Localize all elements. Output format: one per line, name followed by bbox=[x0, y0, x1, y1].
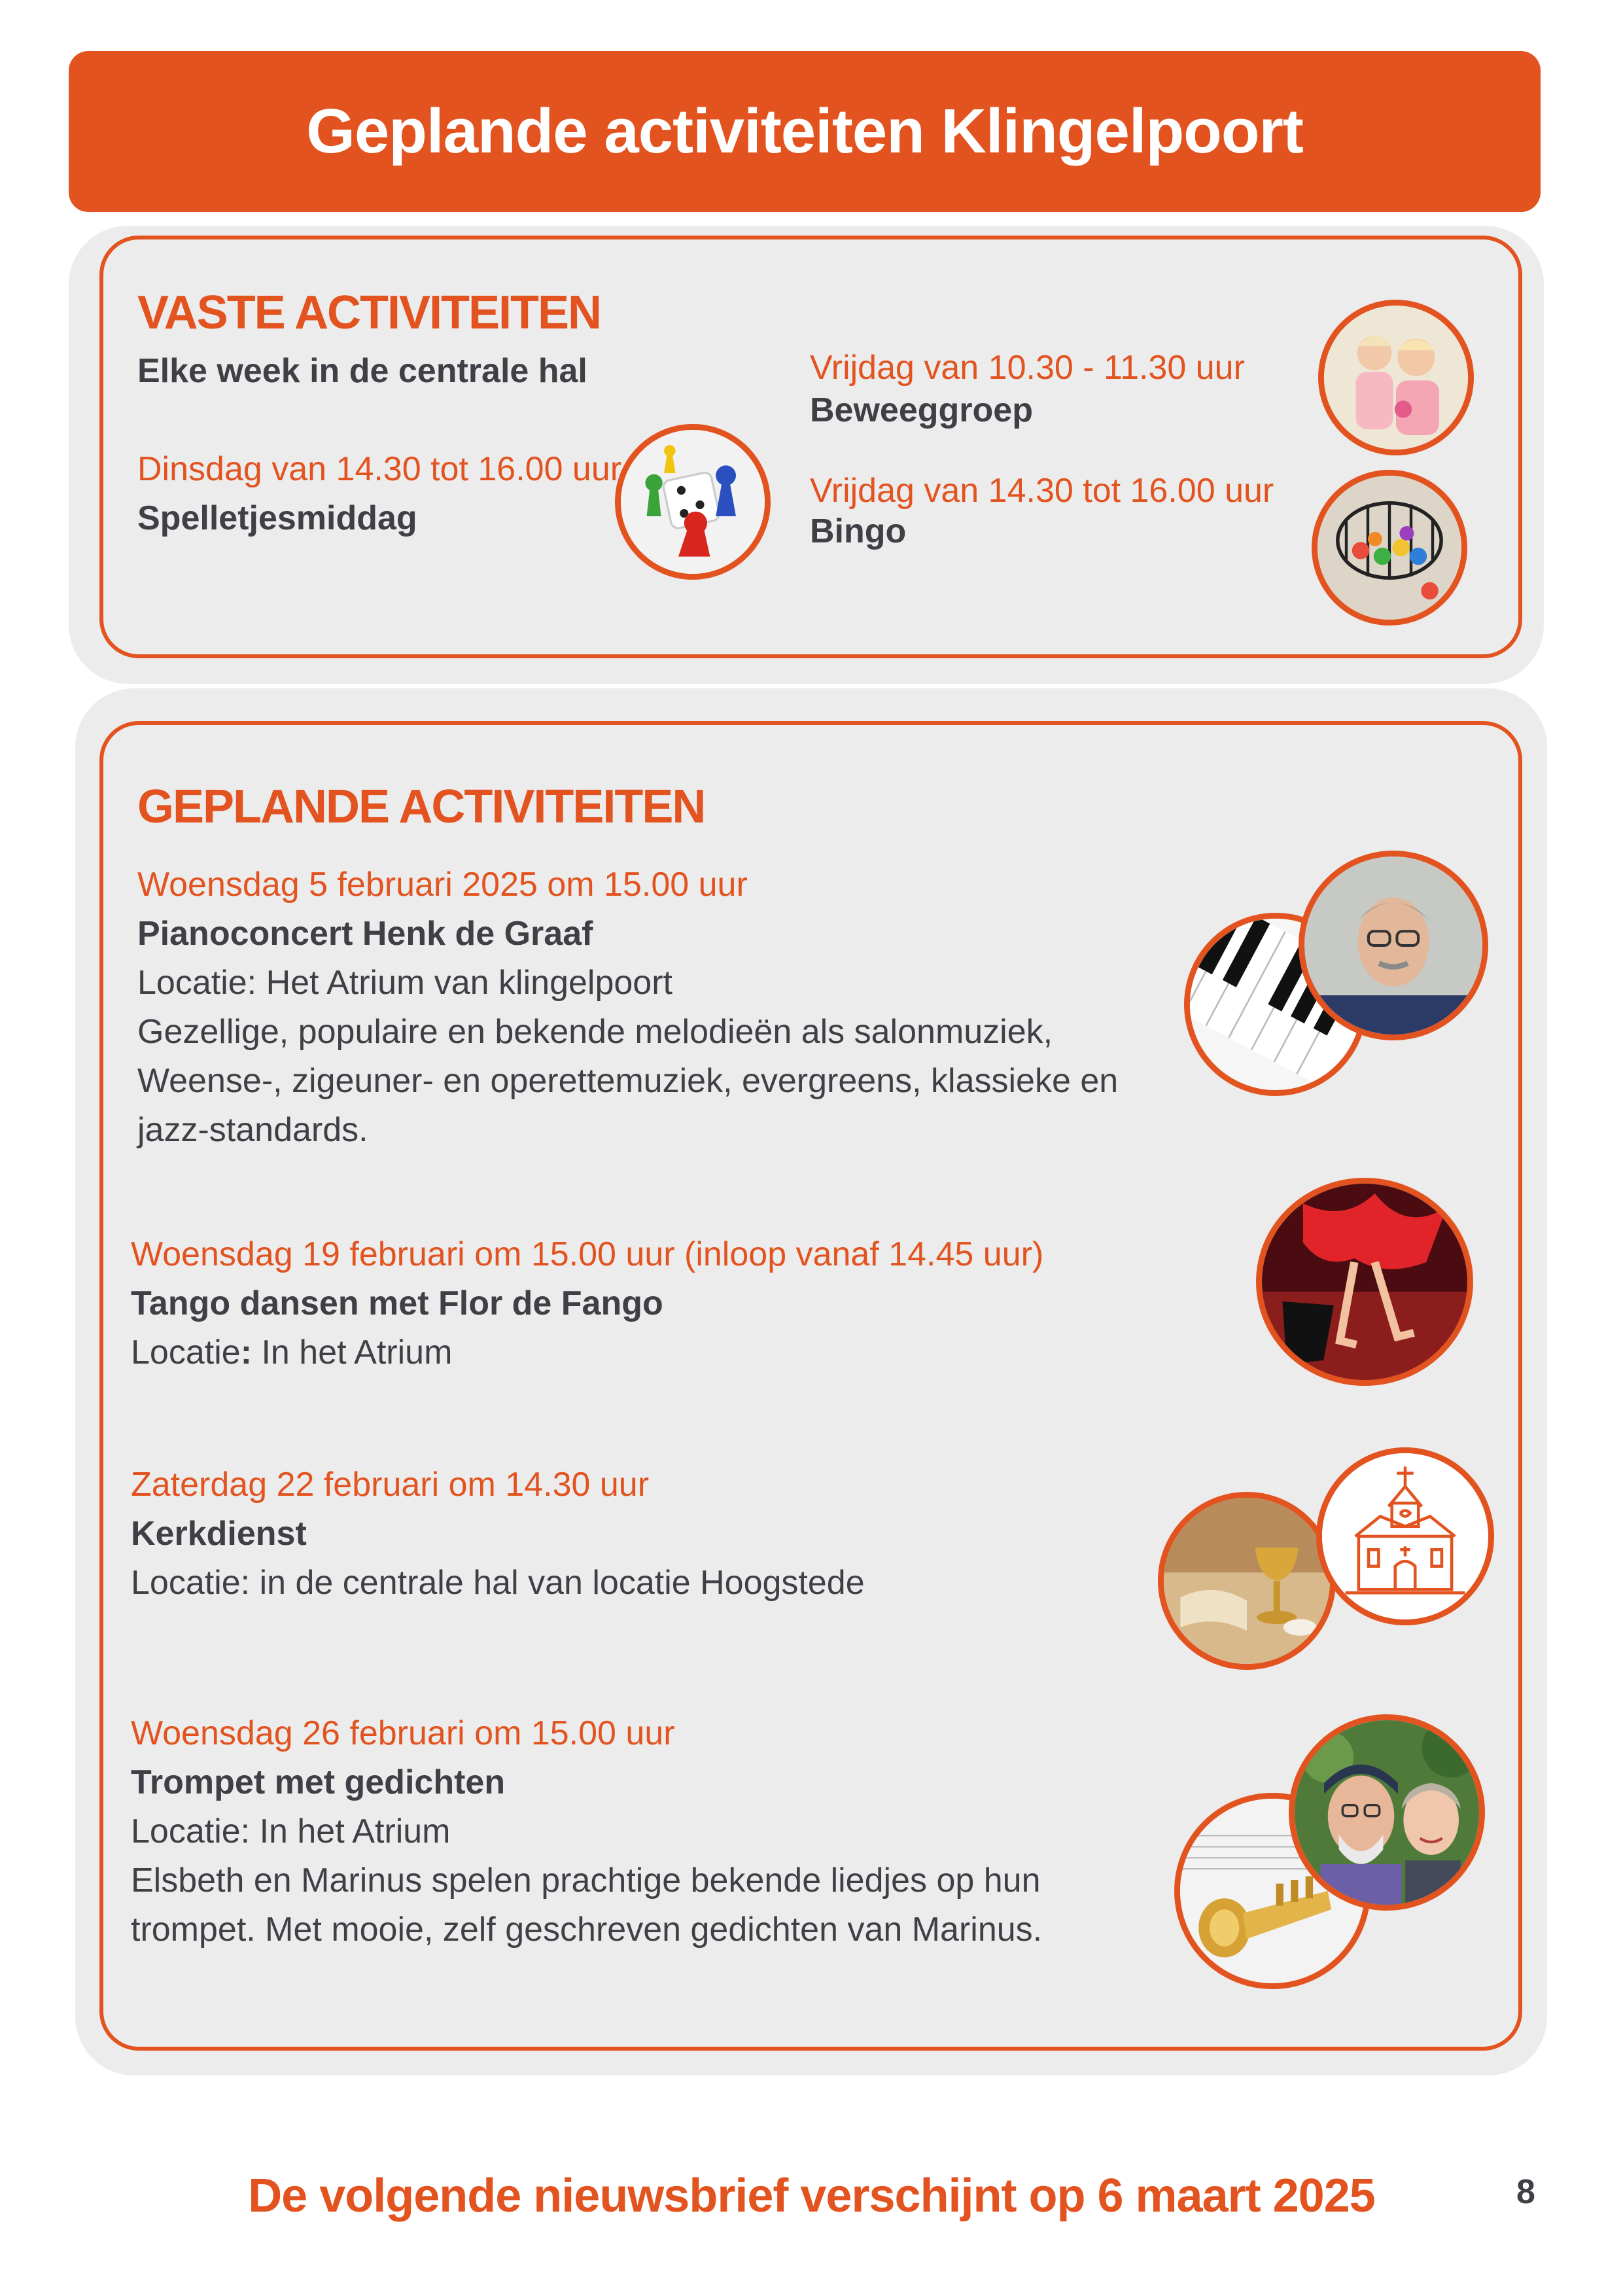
exercise-women-icon bbox=[1318, 300, 1474, 455]
event-title: Pianoconcert Henk de Graaf bbox=[137, 915, 593, 953]
event-description-line: trompet. Met mooie, zelf geschreven gedichten van Marinus. bbox=[131, 1911, 1043, 1949]
event-location: Locatie: Het Atrium van klingelpoort bbox=[137, 964, 672, 1002]
event-title: Tango dansen met Flor de Fango bbox=[131, 1284, 663, 1322]
footer-next-newsletter: De volgende nieuwsbrief verschijnt op 6 maart 2025 bbox=[248, 2170, 1375, 2222]
activity-time: Dinsdag van 14.30 tot 16.00 uur bbox=[137, 450, 622, 488]
chalice-bread-icon bbox=[1158, 1492, 1336, 1670]
tango-dancers-icon bbox=[1256, 1178, 1473, 1386]
event-description-line: Gezellige, populaire en bekende melodieën als salonmuziek, bbox=[137, 1013, 1053, 1051]
event-date: Zaterdag 22 februari om 14.30 uur bbox=[131, 1466, 650, 1504]
location-label: Locatie bbox=[131, 1333, 241, 1371]
event-date: Woensdag 26 februari om 15.00 uur bbox=[131, 1714, 675, 1752]
location-colon: : bbox=[240, 1333, 253, 1371]
activity-name: Spelletjesmiddag bbox=[137, 499, 417, 537]
location-value: In het Atrium bbox=[252, 1333, 453, 1371]
event-description-line: jazz-standards. bbox=[137, 1111, 368, 1149]
activity-name: Beweeggroep bbox=[810, 391, 1033, 429]
page-number: 8 bbox=[1516, 2173, 1535, 2211]
page-banner bbox=[69, 51, 1541, 212]
event-description-line: Weense-, zigeuner- en operettemuziek, evergreens, klassieke en bbox=[137, 1062, 1119, 1100]
church-icon bbox=[1316, 1447, 1494, 1625]
bingo-cage-icon bbox=[1312, 470, 1467, 626]
event-location: Locatie: in de centrale hal van locatie Hoogstede bbox=[131, 1564, 865, 1602]
event-date: Woensdag 19 februari om 15.00 uur (inloop vanaf 14.45 uur) bbox=[131, 1235, 1044, 1273]
event-title: Kerkdienst bbox=[131, 1515, 307, 1553]
event-location: Locatie: In het Atrium bbox=[131, 1812, 451, 1850]
activity-time: Vrijdag van 14.30 tot 16.00 uur bbox=[810, 472, 1274, 510]
event-location bbox=[131, 1328, 452, 1377]
vaste-subtitle: Elke week in de centrale hal bbox=[137, 352, 587, 390]
elsbeth-marinus-portrait-icon bbox=[1289, 1714, 1485, 1911]
vaste-activiteiten-heading: VASTE ACTIVITEITEN bbox=[137, 287, 601, 339]
event-date: Woensdag 5 februari 2025 om 15.00 uur bbox=[137, 866, 748, 904]
page-title: Geplande activiteiten Klingelpoort bbox=[306, 96, 1303, 166]
activity-time: Vrijdag van 10.30 - 11.30 uur bbox=[810, 349, 1245, 387]
henk-de-graaf-portrait-icon bbox=[1299, 851, 1488, 1040]
event-title: Trompet met gedichten bbox=[131, 1763, 506, 1801]
board-game-pieces-icon bbox=[615, 424, 771, 580]
activity-name: Bingo bbox=[810, 512, 907, 550]
geplande-activiteiten-heading: GEPLANDE ACTIVITEITEN bbox=[137, 781, 705, 833]
event-description-line: Elsbeth en Marinus spelen prachtige bekende liedjes op hun bbox=[131, 1862, 1041, 1899]
